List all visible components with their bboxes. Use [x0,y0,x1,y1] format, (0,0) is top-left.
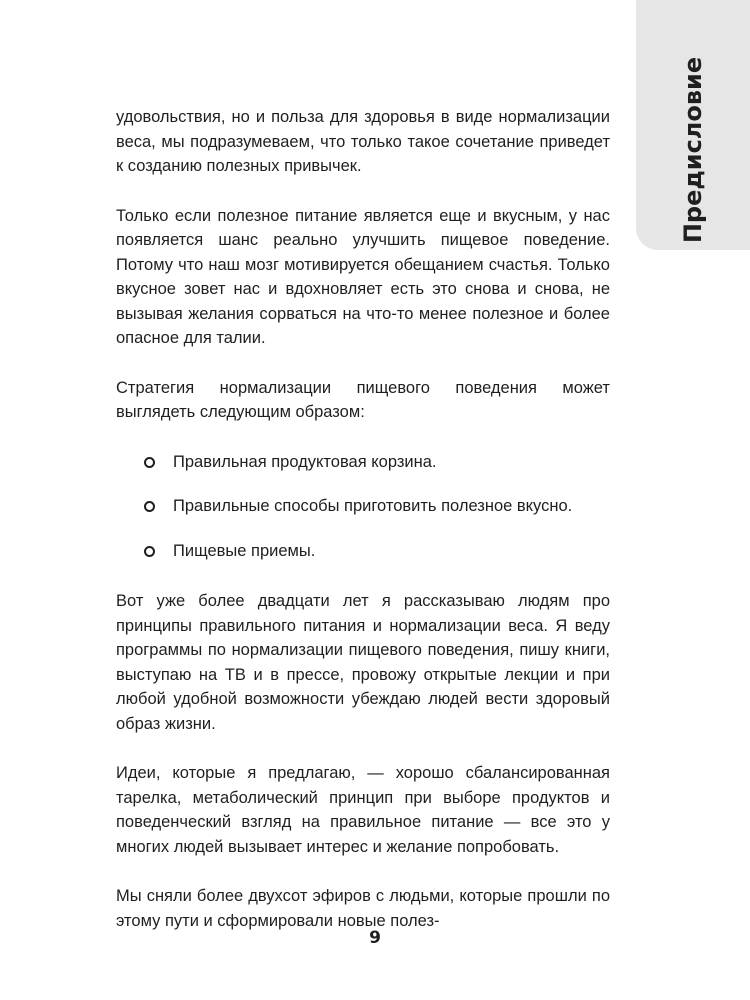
list-item-text: Пищевые приемы. [173,541,316,560]
paragraph-5: Идеи, которые я предлагаю, — хорошо сбалансированная тарелка, метаболический принцип при выборе продуктов и поведенческий взгляд на правильное питание — все это у многих людей вызывает интерес и желание попробовать. [116,764,610,856]
paragraph-1: удовольствия, но и польза для здоровья в виде нормализации веса, мы подразумеваем, что только такое сочетание приведет к созданию полезных привычек. [116,108,610,175]
paragraph-3: Стратегия нормализации пищевого поведения может выглядеть следующим образом: [116,378,610,421]
circle-bullet-icon [144,501,155,512]
page-number: 9 [369,928,381,948]
chapter-title: Предисловие [679,56,707,244]
list-item-text: Правильная продуктовая корзина. [173,452,437,471]
paragraph-4: Вот уже более двадцати лет я рассказываю людям про принципы правильного питания и нормализации веса. Я веду программы по нормализации пищевого поведения, пишу книги, выступаю на ТВ и в прессе, провожу открытые лекции и при любой удобной возможности убеждаю людей вести здоровый образ жизни. [116,592,610,733]
strategy-list [116,450,610,564]
list-item [116,494,610,519]
list-item [116,450,610,475]
list-item [116,539,610,564]
list-item-text: Правильные способы приготовить полезное вкусно. [173,497,573,515]
paragraph-2: Только если полезное питание является еще и вкусным, у нас появляется шанс реально улучшить пищевое поведение. Потому что наш мозг мотивируется обещанием счастья. Только вкусное зовет нас и вдохновляет есть это снова и снова, не вызывая желания сорваться на что-то менее полезное и более опасное для талии. [116,206,610,347]
circle-bullet-icon [144,457,155,468]
page-body [116,105,610,958]
paragraph-6: Мы сняли более двухсот эфиров с людьми, которые прошли по этому пути и сформировали новые полез- [116,887,610,930]
circle-bullet-icon [144,546,155,557]
chapter-side-tab [636,0,750,250]
